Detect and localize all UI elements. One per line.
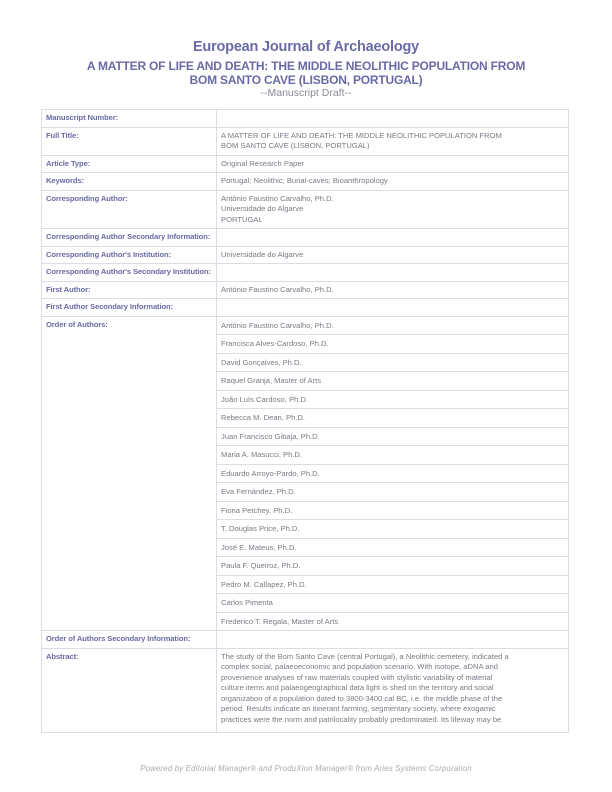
- field-value: [217, 264, 569, 282]
- abstract-line: culture items and palaeogeographical data light is shed on the territory and social: [221, 683, 494, 692]
- table-row: [42, 372, 569, 391]
- table-row: [42, 190, 569, 229]
- table-row: [42, 648, 569, 732]
- author-name: Maria A. Masucci, Ph.D.: [217, 446, 569, 465]
- table-row: [42, 575, 569, 594]
- field-value: Universidade do Algarve: [217, 246, 569, 264]
- draft-label: --Manuscript Draft--: [260, 87, 352, 99]
- field-label: Abstract:: [42, 648, 217, 732]
- field-label-spacer: [42, 427, 217, 446]
- table-row: [42, 281, 569, 299]
- table-row: [42, 299, 569, 317]
- corresponding-author-line: PORTUGAL: [221, 214, 263, 224]
- field-label: Order of Authors Secondary Information:: [42, 631, 217, 649]
- field-label-spacer: [42, 483, 217, 502]
- table-row: [42, 264, 569, 282]
- field-value: [217, 631, 569, 649]
- table-row: [42, 427, 569, 446]
- field-value: António Faustino Carvalho, Ph.D.: [217, 281, 569, 299]
- field-label-spacer: [42, 538, 217, 557]
- corresponding-author-line: António Faustino Carvalho, Ph.D.: [221, 193, 334, 203]
- abstract-line: complex social, palaeoeconomic and population scenario. With isotope, aDNA and: [221, 662, 498, 671]
- author-name: José E. Mateus, Ph.D.: [217, 538, 569, 557]
- abstract-line: provenience analyses of raw materials coupled with stylistic variability of material: [221, 672, 493, 682]
- table-row: [42, 110, 569, 128]
- abstract-text: [217, 648, 569, 732]
- table-row: [42, 335, 569, 354]
- table-row: [42, 127, 569, 155]
- full-title-line: BOM SANTO CAVE (LISBON, PORTUGAL): [221, 141, 370, 150]
- document-header: [0, 38, 612, 100]
- article-title-line: BOM SANTO CAVE (LISBON, PORTUGAL): [189, 73, 423, 87]
- field-label-spacer: [42, 575, 217, 594]
- field-label: Order of Authors:: [42, 316, 217, 335]
- table-row: [42, 173, 569, 191]
- field-value: [217, 127, 569, 155]
- field-value: Original Research Paper: [217, 155, 569, 173]
- table-row: [42, 390, 569, 409]
- field-label-spacer: [42, 335, 217, 354]
- author-name: Frederico T. Regala, Master of Arts: [217, 612, 569, 631]
- table-row: [42, 538, 569, 557]
- full-title-line: A MATTER OF LIFE AND DEATH: THE MIDDLE NEOLITHIC POPULATION FROM: [221, 130, 502, 140]
- table-row: [42, 409, 569, 428]
- table-row: [42, 631, 569, 649]
- field-label-spacer: [42, 409, 217, 428]
- table-row: [42, 246, 569, 264]
- author-name: António Faustino Carvalho, Ph.D.: [217, 316, 569, 335]
- field-label-spacer: [42, 612, 217, 631]
- field-label: Article Type:: [42, 155, 217, 173]
- footer-credit: Powered by Editorial Manager® and ProduXion Manager® from Aries Systems Corporation: [140, 764, 472, 773]
- table-row: [42, 594, 569, 613]
- article-title-line: A MATTER OF LIFE AND DEATH: THE MIDDLE NEOLITHIC POPULATION FROM: [86, 59, 526, 73]
- author-name: Pedro M. Callapez, Ph.D.: [217, 575, 569, 594]
- field-label: First Author Secondary Information:: [42, 299, 217, 317]
- author-name: Juan Francisco Gibaja, Ph.D.: [217, 427, 569, 446]
- author-name: David Gonçalves, Ph.D.: [217, 353, 569, 372]
- field-value: Portugal; Neolithic; Burial-caves; Bioanthropology: [217, 173, 569, 191]
- table-row: [42, 229, 569, 247]
- field-label-spacer: [42, 446, 217, 465]
- article-title: [0, 59, 612, 87]
- field-label-spacer: [42, 390, 217, 409]
- abstract-line: period. Results indicate an itinerant farming, segmentary society, where exogamic: [221, 704, 496, 713]
- author-name: Eduardo Arroyo-Pardo, Ph.D.: [217, 464, 569, 483]
- table-row: [42, 520, 569, 539]
- field-label-spacer: [42, 594, 217, 613]
- author-name: Rebecca M. Dean, Ph.D.: [217, 409, 569, 428]
- field-label-spacer: [42, 372, 217, 391]
- author-name: Raquel Granja, Master of Arts: [217, 372, 569, 391]
- table-row: [42, 483, 569, 502]
- table-row: [42, 353, 569, 372]
- field-value: [217, 229, 569, 247]
- abstract-line: The study of the Bom Santo Cave (central Portugal), a Neolithic cemetery, indicated a: [221, 651, 509, 661]
- author-name: Eva Fernández, Ph.D.: [217, 483, 569, 502]
- field-label: Keywords:: [42, 173, 217, 191]
- field-label: Manuscript Number:: [42, 110, 217, 128]
- field-label-spacer: [42, 353, 217, 372]
- table-row: [42, 464, 569, 483]
- table-row: [42, 557, 569, 576]
- field-value: [217, 110, 569, 128]
- author-name: João Luís Cardoso, Ph.D.: [217, 390, 569, 409]
- author-name: Francisca Alves-Cardoso, Ph.D.: [217, 335, 569, 354]
- field-label-spacer: [42, 520, 217, 539]
- field-label-spacer: [42, 464, 217, 483]
- abstract-line: practices were the norm and patrilocality probably predominated. Its lifeway may be: [221, 714, 502, 724]
- field-label: Full Title:: [42, 127, 217, 155]
- field-label-spacer: [42, 557, 217, 576]
- corresponding-author-line: Universidade do Algarve: [221, 204, 304, 213]
- table-row: [42, 446, 569, 465]
- field-label-spacer: [42, 501, 217, 520]
- author-name: T. Douglas Price, Ph.D.: [217, 520, 569, 539]
- field-label: Corresponding Author's Institution:: [42, 246, 217, 264]
- field-label: First Author:: [42, 281, 217, 299]
- abstract-line: organization of a population dated to 3800-3400 cal BC, i.e. the middle phase of the: [221, 693, 503, 703]
- author-name: Paula F. Queiroz, Ph.D.: [217, 557, 569, 576]
- table-row: [42, 612, 569, 631]
- journal-title: European Journal of Archaeology: [192, 39, 420, 55]
- field-label: Corresponding Author Secondary Information:: [42, 229, 217, 247]
- field-label: Corresponding Author:: [42, 190, 217, 229]
- field-value: [217, 299, 569, 317]
- author-name: Fiona Petchey, Ph.D.: [217, 501, 569, 520]
- table-row: [42, 316, 569, 335]
- table-row: [42, 501, 569, 520]
- manuscript-metadata-table: [41, 109, 569, 733]
- author-name: Carlos Pimenta: [217, 594, 569, 613]
- field-value: [217, 190, 569, 229]
- table-row: [42, 155, 569, 173]
- field-label: Corresponding Author's Secondary Institution:: [42, 264, 217, 282]
